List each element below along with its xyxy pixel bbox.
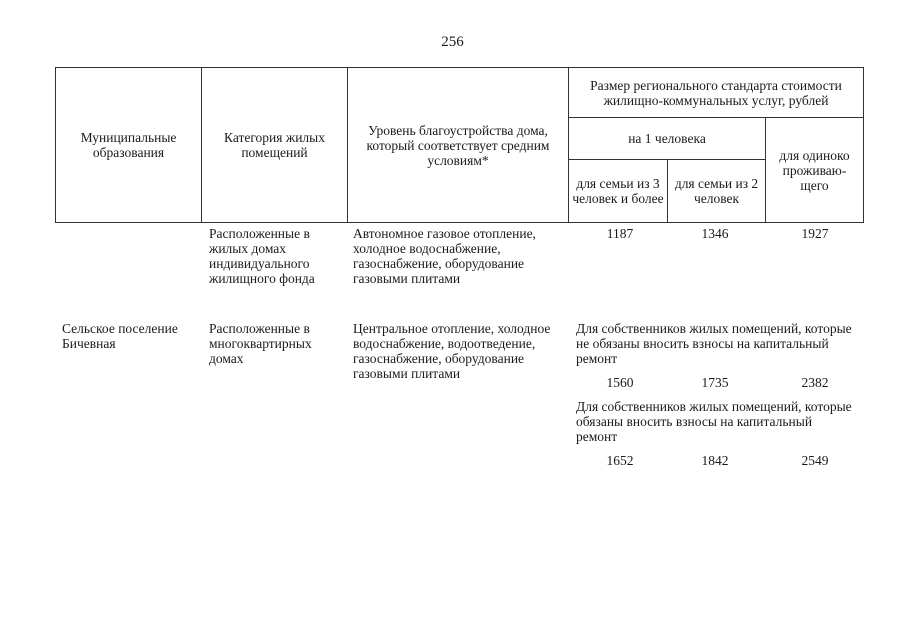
- row1-value-single: 1927: [801, 226, 829, 241]
- page-number: 256: [441, 34, 464, 50]
- row2-note-without-capital-repair: Для собственников жилых помещений, которые не обязаны вносить взносы на капитальный ремонт: [576, 321, 852, 366]
- header-standard: Размер регионального стандарта стоимости жилищно-коммунальных услуг, рублей: [569, 68, 864, 118]
- header-municipality: Муниципальные образования: [56, 68, 202, 223]
- header-single: для одиноко проживаю-щего: [766, 118, 864, 223]
- row2-value2-single: 2549: [801, 453, 829, 468]
- row1-value-family2: 1346: [701, 226, 729, 241]
- row2-value1-family3: 1560: [606, 375, 634, 390]
- row2-municipality: Сельское поселение Бичевная: [62, 321, 178, 351]
- header-family3: для семьи из 3 человек и более: [569, 159, 668, 222]
- row1-level: Автономное газовое отопление, холодное водоснабжение, газоснабжение, оборудование газовыми плитами: [353, 226, 536, 286]
- header-family2: для семьи из 2 человек: [668, 159, 766, 222]
- row2-level: Центральное отопление, холодное водоснабжение, водоотведение, газоснабжение, оборудование газовыми плитами: [353, 321, 551, 381]
- row2-value2-family2: 1842: [701, 453, 729, 468]
- row1-category: Расположенные в жилых домах индивидуального жилищного фонда: [209, 226, 315, 286]
- row2-value1-single: 2382: [801, 375, 829, 390]
- row2-value1-family2: 1735: [701, 375, 729, 390]
- table-header: [55, 67, 864, 223]
- row2-category: Расположенные в многоквартирных домах: [209, 321, 312, 366]
- row2-value2-family3: 1652: [606, 453, 634, 468]
- header-category: Категория жилых помещений: [202, 68, 348, 223]
- header-per-person: на 1 человека: [569, 118, 766, 159]
- row2-note-with-capital-repair: Для собственников жилых помещений, которые обязаны вносить взносы на капитальный ремонт: [576, 399, 852, 444]
- header-level: Уровень благоустройства дома, который соответствует средним условиям*: [348, 68, 569, 223]
- row1-value-family3: 1187: [606, 226, 634, 241]
